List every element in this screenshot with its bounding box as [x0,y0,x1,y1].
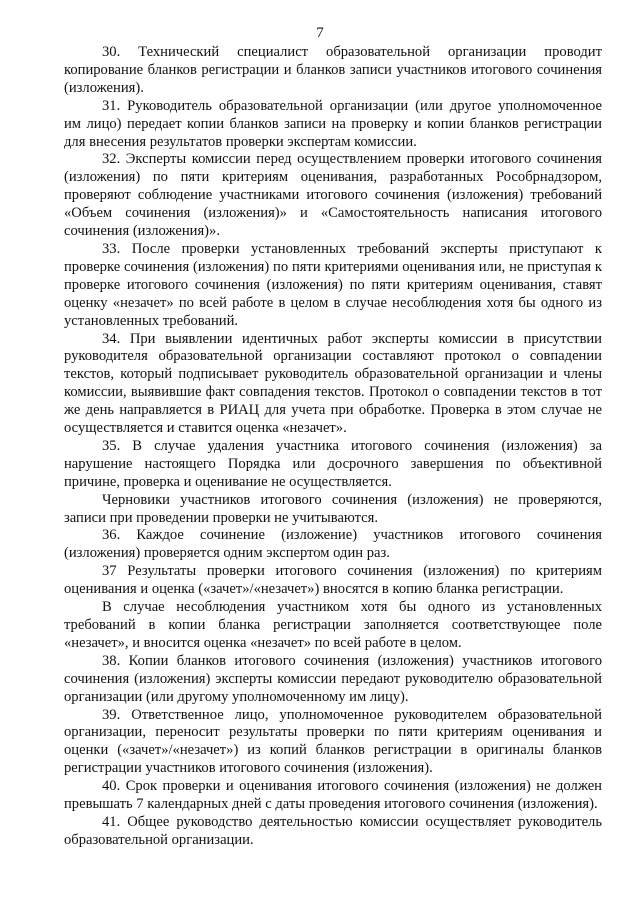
paragraph-32: 32. Эксперты комиссии перед осуществлением проверки итогового сочинения (изложения) по пяти критериям оценивания, разработанных Рособрнадзором, проверяют соблюдение участниками итогового сочинения (изложения) требований «Объем сочинения (изложения)» и «Самостоятельность написания итогового сочинения (изложения)». [64,151,602,240]
paragraph-39: 39. Ответственное лицо, уполномоченное руководителем образовательной организации, переносит результаты проверки по пяти критериям оценивания и оценки («зачет»/«незачет») из копий бланков регистрации в оригиналы бланков регистрации участников итогового сочинения (изложения). [64,706,602,777]
paragraph-30: 30. Технический специалист образовательной организации проводит копирование бланков регистрации и бланков записи участников итогового сочинения (изложения). [64,44,602,96]
paragraph-37: 37 Результаты проверки итогового сочинения (изложения) по критериям оценивания и оценка («зачет»/«незачет») вносятся в копию бланка регистрации. [64,563,602,598]
paragraph-drafts: Черновики участников итогового сочинения (изложения) не проверяются, записи при проведении проверки не учитываются. [64,491,602,526]
paragraph-34: 34. При выявлении идентичных работ эксперты комиссии в присутствии руководителя образовательной организации составляют протокол о совпадении текстов, который подписывает руководитель образовательной организации и члены комиссии, выявившие факт совпадения текстов. Протокол о совпадении текстов в тот же день направляется в РИАЦ для учета при обработке. Проверка в этом случае не осуществляется и ставится оценка «незачет». [64,330,602,437]
paragraph-35: 35. В случае удаления участника итогового сочинения (изложения) за нарушение настоящего Порядка или досрочного завершения по объективной причине, проверка и оценивание не осуществляется. [64,437,602,490]
paragraph-41: 41. Общее руководство деятельностью комиссии осуществляет руководитель образовательной организации. [64,813,602,848]
document-body [64,44,602,850]
paragraph-31: 31. Руководитель образовательной организации (или другое уполномоченное им лицо) передает копии бланков записи на проверку и копии бланков регистрации для внесения результатов проверки экспертам комиссии. [64,97,602,150]
paragraph-37-note: В случае несоблюдения участником хотя бы одного из установленных требований в копии бланка регистрации заполняется соответствующее поле «незачет», и вносится оценка «незачет» по всей работе в целом. [64,599,602,651]
paragraph-33: 33. После проверки установленных требований эксперты приступают к проверке сочинения (изложения) по пяти критериями оценивания или, не приступая к проверке итогового сочинения (изложения) по пяти критериям оценивания, ставят оценку «незачет» по всей работе в целом в случае несоблюдения хотя бы одного из установленных требований. [64,240,602,329]
page-number: 7 [316,25,324,41]
paragraph-36: 36. Каждое сочинение (изложение) участников итогового сочинения (изложения) проверяется одним экспертом один раз. [64,527,602,562]
paragraph-40: 40. Срок проверки и оценивания итогового сочинения (изложения) не должен превышать 7 календарных дней с даты проведения итогового сочинения (изложения). [64,778,602,813]
paragraph-38: 38. Копии бланков итогового сочинения (изложения) участников итогового сочинения (изложения) эксперты комиссии передают руководителю образовательной организации (или другому уполномоченному им лицу). [64,652,602,705]
